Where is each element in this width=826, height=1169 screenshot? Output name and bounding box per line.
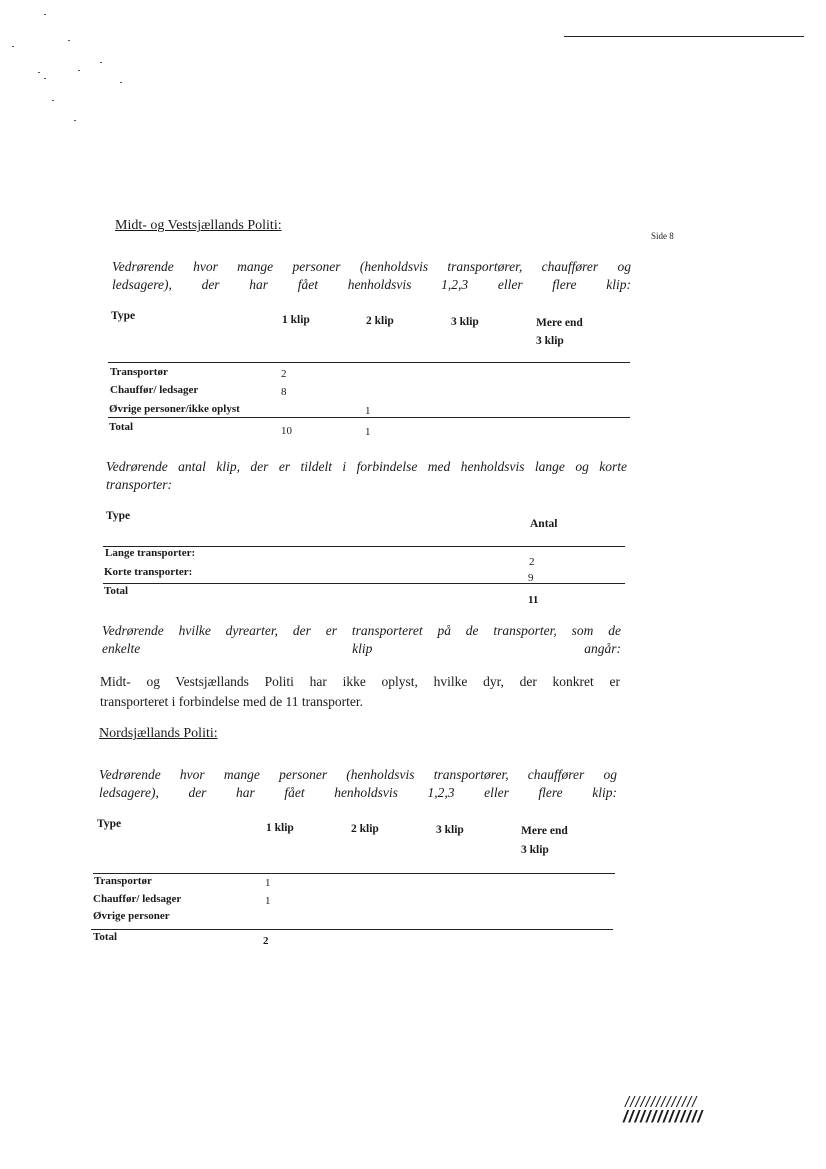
section1-intro [112, 258, 631, 294]
table3-total-value: 2 [263, 935, 269, 947]
scan-speck [68, 40, 70, 41]
barcode-marks-bottom: ////////////// [623, 1107, 704, 1126]
scan-speck [44, 78, 46, 79]
table1-header-mere-end: Mere end [536, 317, 583, 329]
table-row-label: Transportør [94, 875, 152, 887]
table2-total-value: 11 [528, 594, 539, 606]
table2-header-antal: Antal [530, 518, 558, 530]
table-cell-value: 1 [365, 405, 371, 417]
section1-intro-line1: Vedrørende hvor mange personer (henholdsvis transportører, chauffører og [112, 259, 631, 274]
table1-header-2klip: 2 klip [366, 315, 394, 327]
table-row-label: Lange transporter: [105, 547, 196, 559]
table-cell-value: 1 [265, 877, 271, 889]
scan-speck [78, 70, 80, 71]
table2-header-type: Type [106, 510, 131, 522]
section1-answer-line2: transporteret i forbindelse med de 11 transporter. [100, 694, 364, 709]
table-cell-value: 2 [529, 556, 535, 568]
table-cell-value: 1 [265, 895, 271, 907]
section1-answer-line1: Midt- og Vestsjællands Politi har ikke oplyst, hvilke dyr, der konkret er [100, 674, 620, 689]
table-cell-value: 9 [528, 572, 534, 584]
table2-total-label: Total [104, 585, 129, 597]
scan-speck [44, 14, 46, 15]
table3-header-type: Type [97, 818, 122, 830]
table1-header-type: Type [111, 310, 136, 322]
section1-question2 [106, 458, 627, 494]
table1-header-rule [108, 362, 630, 363]
section2-intro-line1: Vedrørende hvor mange personer (henholdsvis transportører, chauffører og [99, 767, 617, 782]
table-row-label: Chauffør/ ledsager [110, 384, 199, 396]
section1-q2-line1: Vedrørende antal klip, der er tildelt i forbindelse med henholdsvis lange og korte [106, 459, 627, 474]
table3-header-3klip: 3 klip [436, 824, 464, 836]
table1-header-1klip: 1 klip [282, 314, 310, 326]
scan-speck [12, 46, 14, 47]
section2-intro [99, 766, 617, 802]
page-number: Side 8 [651, 231, 674, 241]
section-heading-nordsjaelland: Nordsjællands Politi: [99, 726, 218, 741]
section2-intro-line2: ledsagere), der har fået henholdsvis 1,2,3 eller flere klip: [99, 785, 617, 800]
scan-speck [120, 82, 122, 83]
table2-body-rule [103, 583, 625, 584]
scan-speck [74, 120, 76, 121]
table1-header-mere-end-3klip: 3 klip [536, 335, 564, 347]
table3-header-1klip: 1 klip [266, 822, 294, 834]
scan-speck [100, 62, 102, 63]
table-row-label: Transportør [110, 366, 168, 378]
table3-header-2klip: 2 klip [351, 823, 379, 835]
scan-speck [52, 100, 54, 101]
table1-body-rule [108, 417, 630, 418]
section1-question3 [102, 622, 621, 658]
table1-total-value: 1 [365, 426, 371, 438]
barcode-marks-top: ////////////// [625, 1094, 698, 1111]
scan-top-rule [564, 36, 804, 37]
section1-q3-line2: enkelte klip angår: [102, 641, 621, 656]
section1-q2-line2: transporter: [106, 477, 173, 492]
table1-total-label: Total [109, 421, 134, 433]
table1-total-value: 10 [281, 425, 292, 437]
table-row-label: Øvrige personer/ikke oplyst [109, 403, 240, 415]
table-cell-value: 2 [281, 368, 287, 380]
table-row-label: Korte transporter: [104, 566, 193, 578]
section1-intro-line2: ledsagere), der har fået henholdsvis 1,2,3 eller flere klip: [112, 277, 631, 292]
scan-speck [38, 72, 40, 73]
table3-header-rule [93, 873, 615, 874]
table3-body-rule [91, 929, 613, 930]
section1-q3-line1: Vedrørende hvilke dyrearter, der er transporteret på de transporter, som de [102, 623, 621, 638]
table-row-label: Chauffør/ ledsager [93, 893, 182, 905]
table-row-label: Øvrige personer [93, 910, 170, 922]
table1-header-3klip: 3 klip [451, 316, 479, 328]
table3-total-label: Total [93, 931, 118, 943]
table-cell-value: 8 [281, 386, 287, 398]
section-heading-midt-vestsjaelland: Midt- og Vestsjællands Politi: [115, 218, 282, 233]
table3-header-mere-end-3klip: 3 klip [521, 844, 549, 856]
table3-header-mere-end: Mere end [521, 825, 568, 837]
